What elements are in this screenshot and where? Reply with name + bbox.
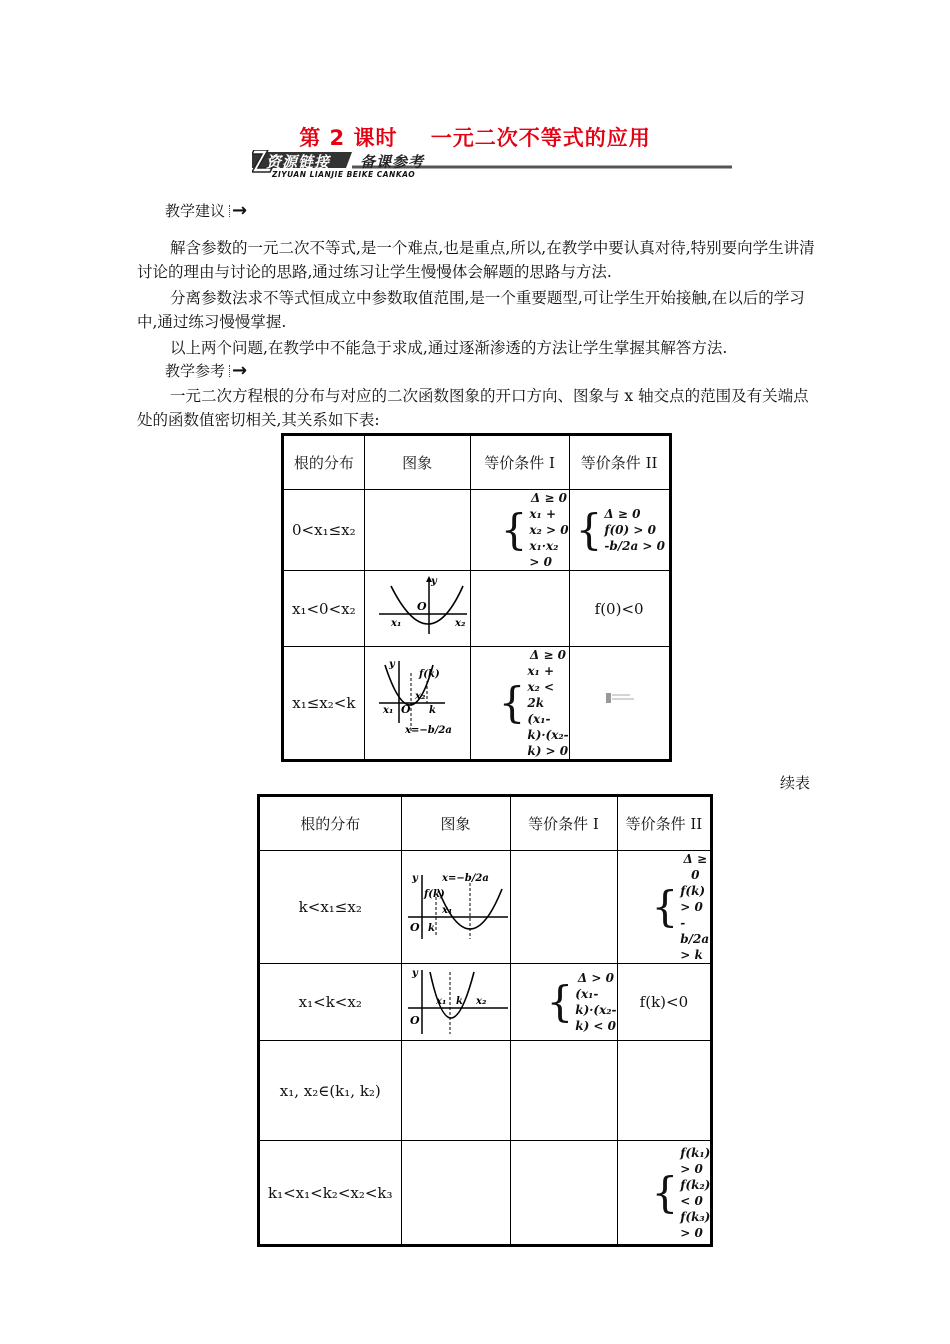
paragraph-2: 分离参数法求不等式恒成立中参数取值范围,是一个重要题型,可让学生开始接触,在以后的学习中,通过练习慢慢掌握. (137, 289, 805, 331)
svg-text:O: O (400, 703, 411, 716)
banner-main-text: 资源链接 (266, 153, 331, 171)
root-dist-cell: x₁≤x₂<k (292, 694, 356, 712)
header-dist: 根的分布 (293, 453, 354, 472)
condition-system: { Δ ≥ 0 f(0) > 0 -b/2a > 0 (575, 505, 665, 554)
svg-text:k: k (455, 996, 463, 1007)
tiny-image-icon (570, 653, 669, 749)
root-dist-cell: x₁, x₂∈(k₁, k₂) (279, 1081, 381, 1100)
root-dist-cell: 0<x₁≤x₂ (292, 521, 356, 539)
paragraph-1: 解含参数的一元二次不等式,是一个难点,也是重点,所以,在教学中要认真对待,特别要向学生讲清讨论的理由与讨论的思路,通过练习让学生慢慢体会解题的思路与方法. (137, 239, 815, 281)
parabola-graph-icon (365, 653, 470, 749)
svg-text:y: y (430, 575, 437, 587)
table-row (260, 1041, 711, 1141)
table-row (284, 490, 670, 571)
graph-cell (364, 647, 470, 760)
root-distribution-table (283, 435, 670, 760)
table-row (284, 571, 670, 647)
svg-text:y: y (411, 873, 418, 884)
header-graph: 图象 (440, 814, 471, 833)
section-label: 教学建议 (165, 202, 226, 220)
page-title: 第 2 课时 一元二次不等式的应用 (299, 126, 651, 150)
table-row (260, 964, 711, 1041)
root-dist-cell: x₁<0<x₂ (292, 599, 356, 618)
parabola-graph-icon (365, 572, 470, 642)
condition-system: { Δ ≥ 0 x₁ + x₂ < 2k (x₁-k)·(x₂-k) > 0 (498, 648, 569, 758)
banner-subtitle: ZIYUAN LIANJIE BEIKE CANKAO (272, 170, 416, 179)
graph-cell (401, 964, 510, 1041)
header-cond1: 等价条件 I (484, 453, 555, 472)
resource-banner (252, 150, 732, 184)
svg-text:x₂: x₂ (454, 617, 465, 629)
svg-text:x₁: x₁ (441, 905, 452, 916)
paragraph-3: 以上两个问题,在教学中不能急于求成,通过逐渐渗透的方法让学生掌握其解答方法. (170, 339, 728, 357)
svg-text:O: O (409, 921, 420, 934)
condition-system: { Δ > 0 (x₁-k)·(x₂-k) < 0 (546, 971, 617, 1033)
svg-text:x₁: x₁ (382, 705, 393, 716)
svg-text:x₁: x₁ (435, 996, 446, 1007)
section-label: 教学参考 (165, 362, 226, 380)
condition-system: { Δ ≥ 0 f(k) > 0 -b/2a > k (651, 852, 710, 962)
svg-text:x=−b/2a: x=−b/2a (441, 873, 489, 884)
svg-text:k: k (428, 705, 436, 716)
header-graph: 图象 (402, 453, 433, 472)
table-header-row (260, 797, 711, 851)
root-dist-cell: k₁<x₁<k₂<x₂<k₃ (268, 1183, 393, 1202)
svg-text:x=−b/2a: x=−b/2a (404, 725, 452, 736)
svg-text:x₂: x₂ (414, 691, 425, 702)
table-row (284, 647, 670, 760)
svg-text:O: O (416, 599, 427, 613)
parabola-graph-icon (402, 869, 510, 941)
condition-system: { Δ ≥ 0 x₁ + x₂ > 0 x₁·x₂ > 0 (500, 491, 569, 569)
table-row (260, 1141, 711, 1245)
svg-text:y: y (388, 659, 395, 670)
condition-text: f(0)<0 (594, 599, 644, 618)
svg-text:f(k): f(k) (418, 669, 440, 680)
continued-label: 续表 (780, 774, 811, 792)
banner-second-text: 备课参考 (360, 153, 425, 171)
tiny-image-cell (569, 647, 669, 760)
svg-text:x₁: x₁ (390, 617, 401, 629)
svg-text:O: O (409, 1014, 420, 1027)
table-row (260, 851, 711, 964)
svg-text:k: k (427, 923, 435, 934)
section-teaching-advice (165, 200, 247, 221)
graph-cell (401, 851, 510, 964)
root-dist-cell: k<x₁≤x₂ (298, 898, 362, 916)
svg-text:x₂: x₂ (475, 996, 486, 1007)
table-header-row (284, 436, 670, 490)
header-cond1: 等价条件 I (528, 814, 599, 833)
svg-text:y: y (411, 968, 418, 979)
arrow-icon: → (229, 365, 247, 377)
parabola-graph-icon (402, 964, 510, 1036)
condition-system: { f(k₁) > 0 f(k₂) < 0 f(k₃) > 0 (651, 1145, 711, 1240)
intro-paragraph: 一元二次方程根的分布与对应的二次函数图象的开口方向、图象与 x 轴交点的范围及有关端点处的函数值密切相关,其关系如下表: (137, 387, 809, 429)
condition-text: f(k)<0 (639, 993, 689, 1011)
header-dist: 根的分布 (300, 814, 361, 833)
root-distribution-table-continued (259, 796, 711, 1245)
graph-cell (364, 571, 470, 647)
header-cond2: 等价条件 II (625, 814, 703, 833)
root-dist-cell: x₁<k<x₂ (298, 993, 362, 1011)
arrow-icon: → (229, 205, 247, 217)
svg-text:f(k): f(k) (423, 889, 445, 900)
section-teaching-reference (165, 360, 247, 381)
header-cond2: 等价条件 II (580, 453, 658, 472)
